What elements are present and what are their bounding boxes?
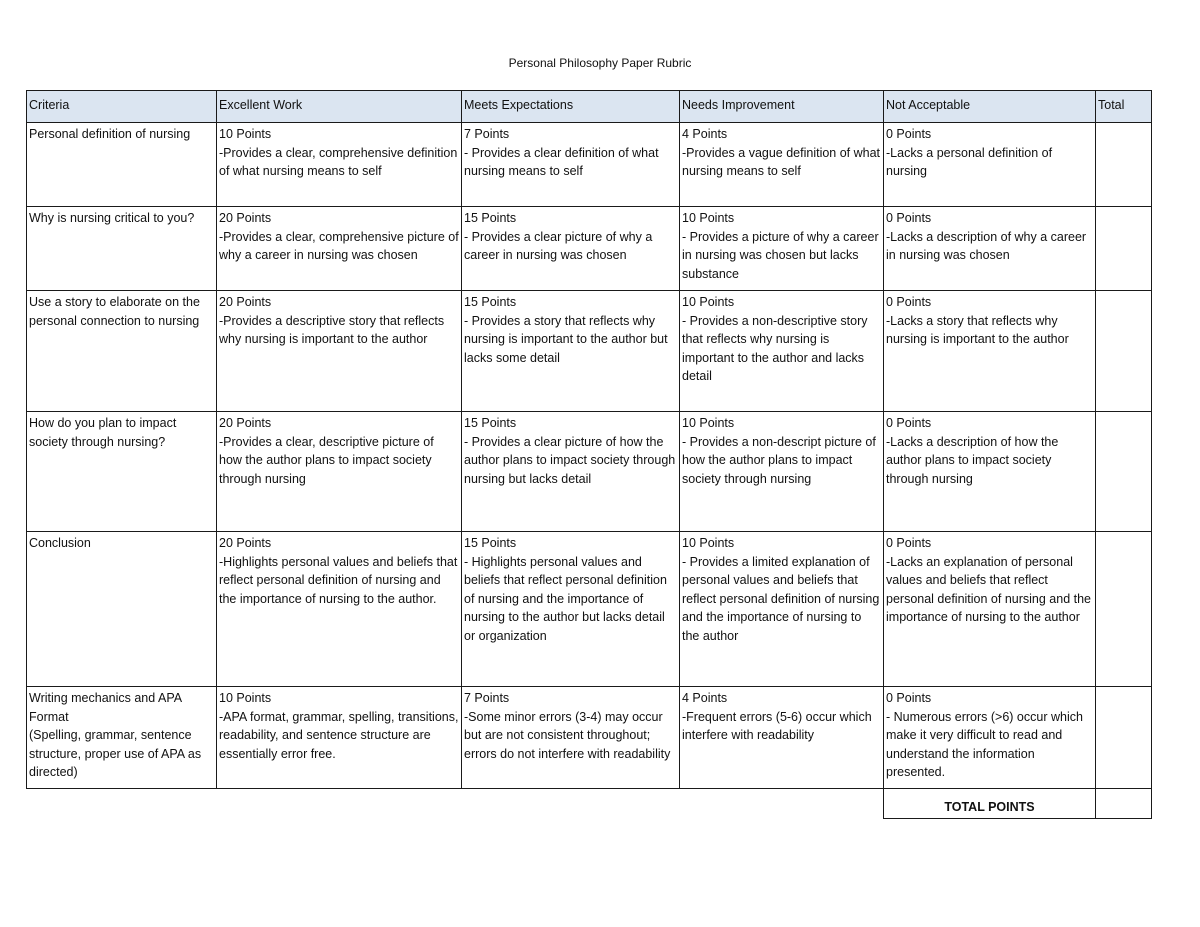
description-text: -Provides a clear, descriptive picture of how the author plans to impact society through nursing xyxy=(219,434,434,486)
rubric-row xyxy=(27,412,1152,532)
needs-cell xyxy=(680,123,884,207)
rubric-row xyxy=(27,207,1152,291)
meets-cell xyxy=(462,532,680,687)
criteria-cell: Use a story to elaborate on the personal connection to nursing xyxy=(27,291,217,412)
description-text: - Provides a non-descriptive story that reflects why nursing is important to the author and lacks detail xyxy=(682,313,868,384)
total-cell xyxy=(1096,123,1152,207)
total-cell xyxy=(1096,687,1152,789)
points-label: 4 Points xyxy=(682,691,728,705)
description-text: -Lacks an explanation of personal values and beliefs that reflect personal definition of nursing and the importance of nursing to the author xyxy=(886,554,1092,625)
description-text: - Provides a non-descript picture of how the author plans to impact society through nursing xyxy=(682,434,876,486)
criteria-cell: Personal definition of nursing xyxy=(27,123,217,207)
points-label: 20 Points xyxy=(219,416,272,430)
rubric-row xyxy=(27,687,1152,789)
not-acceptable-cell xyxy=(884,123,1096,207)
total-cell xyxy=(1096,532,1152,687)
description-text: -Lacks a personal definition of nursing xyxy=(886,145,1053,179)
points-label: 10 Points xyxy=(682,536,735,550)
description-text: -Provides a vague definition of what nursing means to self xyxy=(682,145,881,179)
points-label: 10 Points xyxy=(682,295,735,309)
points-label: 0 Points xyxy=(886,127,932,141)
total-points-cell xyxy=(1096,789,1152,819)
excellent-cell xyxy=(217,291,462,412)
total-points-row xyxy=(27,789,1152,819)
description-text: -Some minor errors (3-4) may occur but are not consistent throughout; errors do not interfere with readability xyxy=(464,709,671,761)
description-text: -Frequent errors (5-6) occur which interfere with readability xyxy=(682,709,872,743)
description-text: -Provides a descriptive story that reflects why nursing is important to the author xyxy=(219,313,445,347)
meets-cell xyxy=(462,123,680,207)
header-not-acceptable: Not Acceptable xyxy=(884,91,1096,123)
points-label: 7 Points xyxy=(464,127,510,141)
header-row xyxy=(27,91,1152,123)
criteria-cell: Why is nursing critical to you? xyxy=(27,207,217,291)
description-text: - Provides a limited explanation of personal values and beliefs that reflect personal definition of nursing and the importance of nursing to the author xyxy=(682,554,880,643)
not-acceptable-cell xyxy=(884,687,1096,789)
total-cell xyxy=(1096,291,1152,412)
points-label: 10 Points xyxy=(219,691,272,705)
description-text: -Highlights personal values and beliefs that reflect personal definition of nursing and the importance of nursing to the author. xyxy=(219,554,458,606)
rubric-table xyxy=(26,90,1152,819)
needs-cell xyxy=(680,291,884,412)
points-label: 20 Points xyxy=(219,295,272,309)
points-label: 15 Points xyxy=(464,416,517,430)
needs-cell xyxy=(680,532,884,687)
description-text: - Provides a picture of why a career in nursing was chosen but lacks substance xyxy=(682,229,879,281)
header-criteria: Criteria xyxy=(27,91,217,123)
excellent-cell xyxy=(217,687,462,789)
excellent-cell xyxy=(217,532,462,687)
description-text: -APA format, grammar, spelling, transitions, readability, and sentence structure are essentially error free. xyxy=(219,709,459,761)
points-label: 10 Points xyxy=(682,416,735,430)
excellent-cell xyxy=(217,123,462,207)
points-label: 10 Points xyxy=(682,211,735,225)
description-text: -Lacks a description of why a career in nursing was chosen xyxy=(886,229,1087,263)
not-acceptable-cell xyxy=(884,412,1096,532)
not-acceptable-cell xyxy=(884,532,1096,687)
description-text: -Provides a clear, comprehensive definition of what nursing means to self xyxy=(219,145,458,179)
points-label: 15 Points xyxy=(464,295,517,309)
description-text: - Provides a clear picture of how the author plans to impact society through nursing but lacks detail xyxy=(464,434,676,486)
description-text: - Provides a clear definition of what nursing means to self xyxy=(464,145,659,179)
excellent-cell xyxy=(217,412,462,532)
excellent-cell xyxy=(217,207,462,291)
meets-cell xyxy=(462,291,680,412)
criteria-cell: How do you plan to impact society through nursing? xyxy=(27,412,217,532)
points-label: 0 Points xyxy=(886,295,932,309)
points-label: 0 Points xyxy=(886,536,932,550)
points-label: 15 Points xyxy=(464,536,517,550)
criteria-label: Writing mechanics and APA Format xyxy=(29,691,182,724)
not-acceptable-cell xyxy=(884,207,1096,291)
total-points-label: TOTAL POINTS xyxy=(884,789,1096,819)
meets-cell xyxy=(462,687,680,789)
header-excellent-work: Excellent Work xyxy=(217,91,462,123)
points-label: 20 Points xyxy=(219,536,272,550)
description-text: - Highlights personal values and beliefs that reflect personal definition of nursing and the importance of nursing to the author but lacks detail or organization xyxy=(464,554,667,643)
description-text: - Provides a story that reflects why nursing is important to the author but lacks some detail xyxy=(464,313,668,365)
description-text: -Lacks a description of how the author plans to impact society through nursing xyxy=(886,434,1059,486)
header-needs-improvement: Needs Improvement xyxy=(680,91,884,123)
points-label: 0 Points xyxy=(886,416,932,430)
description-text: - Numerous errors (>6) occur which make it very difficult to read and understand the information presented. xyxy=(886,709,1083,780)
points-label: 15 Points xyxy=(464,211,517,225)
points-label: 0 Points xyxy=(886,211,932,225)
points-label: 20 Points xyxy=(219,211,272,225)
criteria-subtext: (Spelling, grammar, sentence structure, proper use of APA as directed) xyxy=(29,728,202,780)
points-label: 4 Points xyxy=(682,127,728,141)
criteria-cell xyxy=(27,687,217,789)
criteria-cell: Conclusion xyxy=(27,532,217,687)
description-text: -Lacks a story that reflects why nursing is important to the author xyxy=(886,313,1069,347)
needs-cell xyxy=(680,412,884,532)
points-label: 0 Points xyxy=(886,691,932,705)
rubric-row xyxy=(27,532,1152,687)
needs-cell xyxy=(680,207,884,291)
description-text: - Provides a clear picture of why a career in nursing was chosen xyxy=(464,229,653,263)
meets-cell xyxy=(462,207,680,291)
points-label: 7 Points xyxy=(464,691,510,705)
not-acceptable-cell xyxy=(884,291,1096,412)
header-total: Total xyxy=(1096,91,1152,123)
rubric-row xyxy=(27,123,1152,207)
header-meets-expectations: Meets Expectations xyxy=(462,91,680,123)
document-title: Personal Philosophy Paper Rubric xyxy=(508,56,692,70)
description-text: -Provides a clear, comprehensive picture of why a career in nursing was chosen xyxy=(219,229,459,263)
meets-cell xyxy=(462,412,680,532)
points-label: 10 Points xyxy=(219,127,272,141)
total-cell xyxy=(1096,207,1152,291)
total-cell xyxy=(1096,412,1152,532)
rubric-row xyxy=(27,291,1152,412)
needs-cell xyxy=(680,687,884,789)
